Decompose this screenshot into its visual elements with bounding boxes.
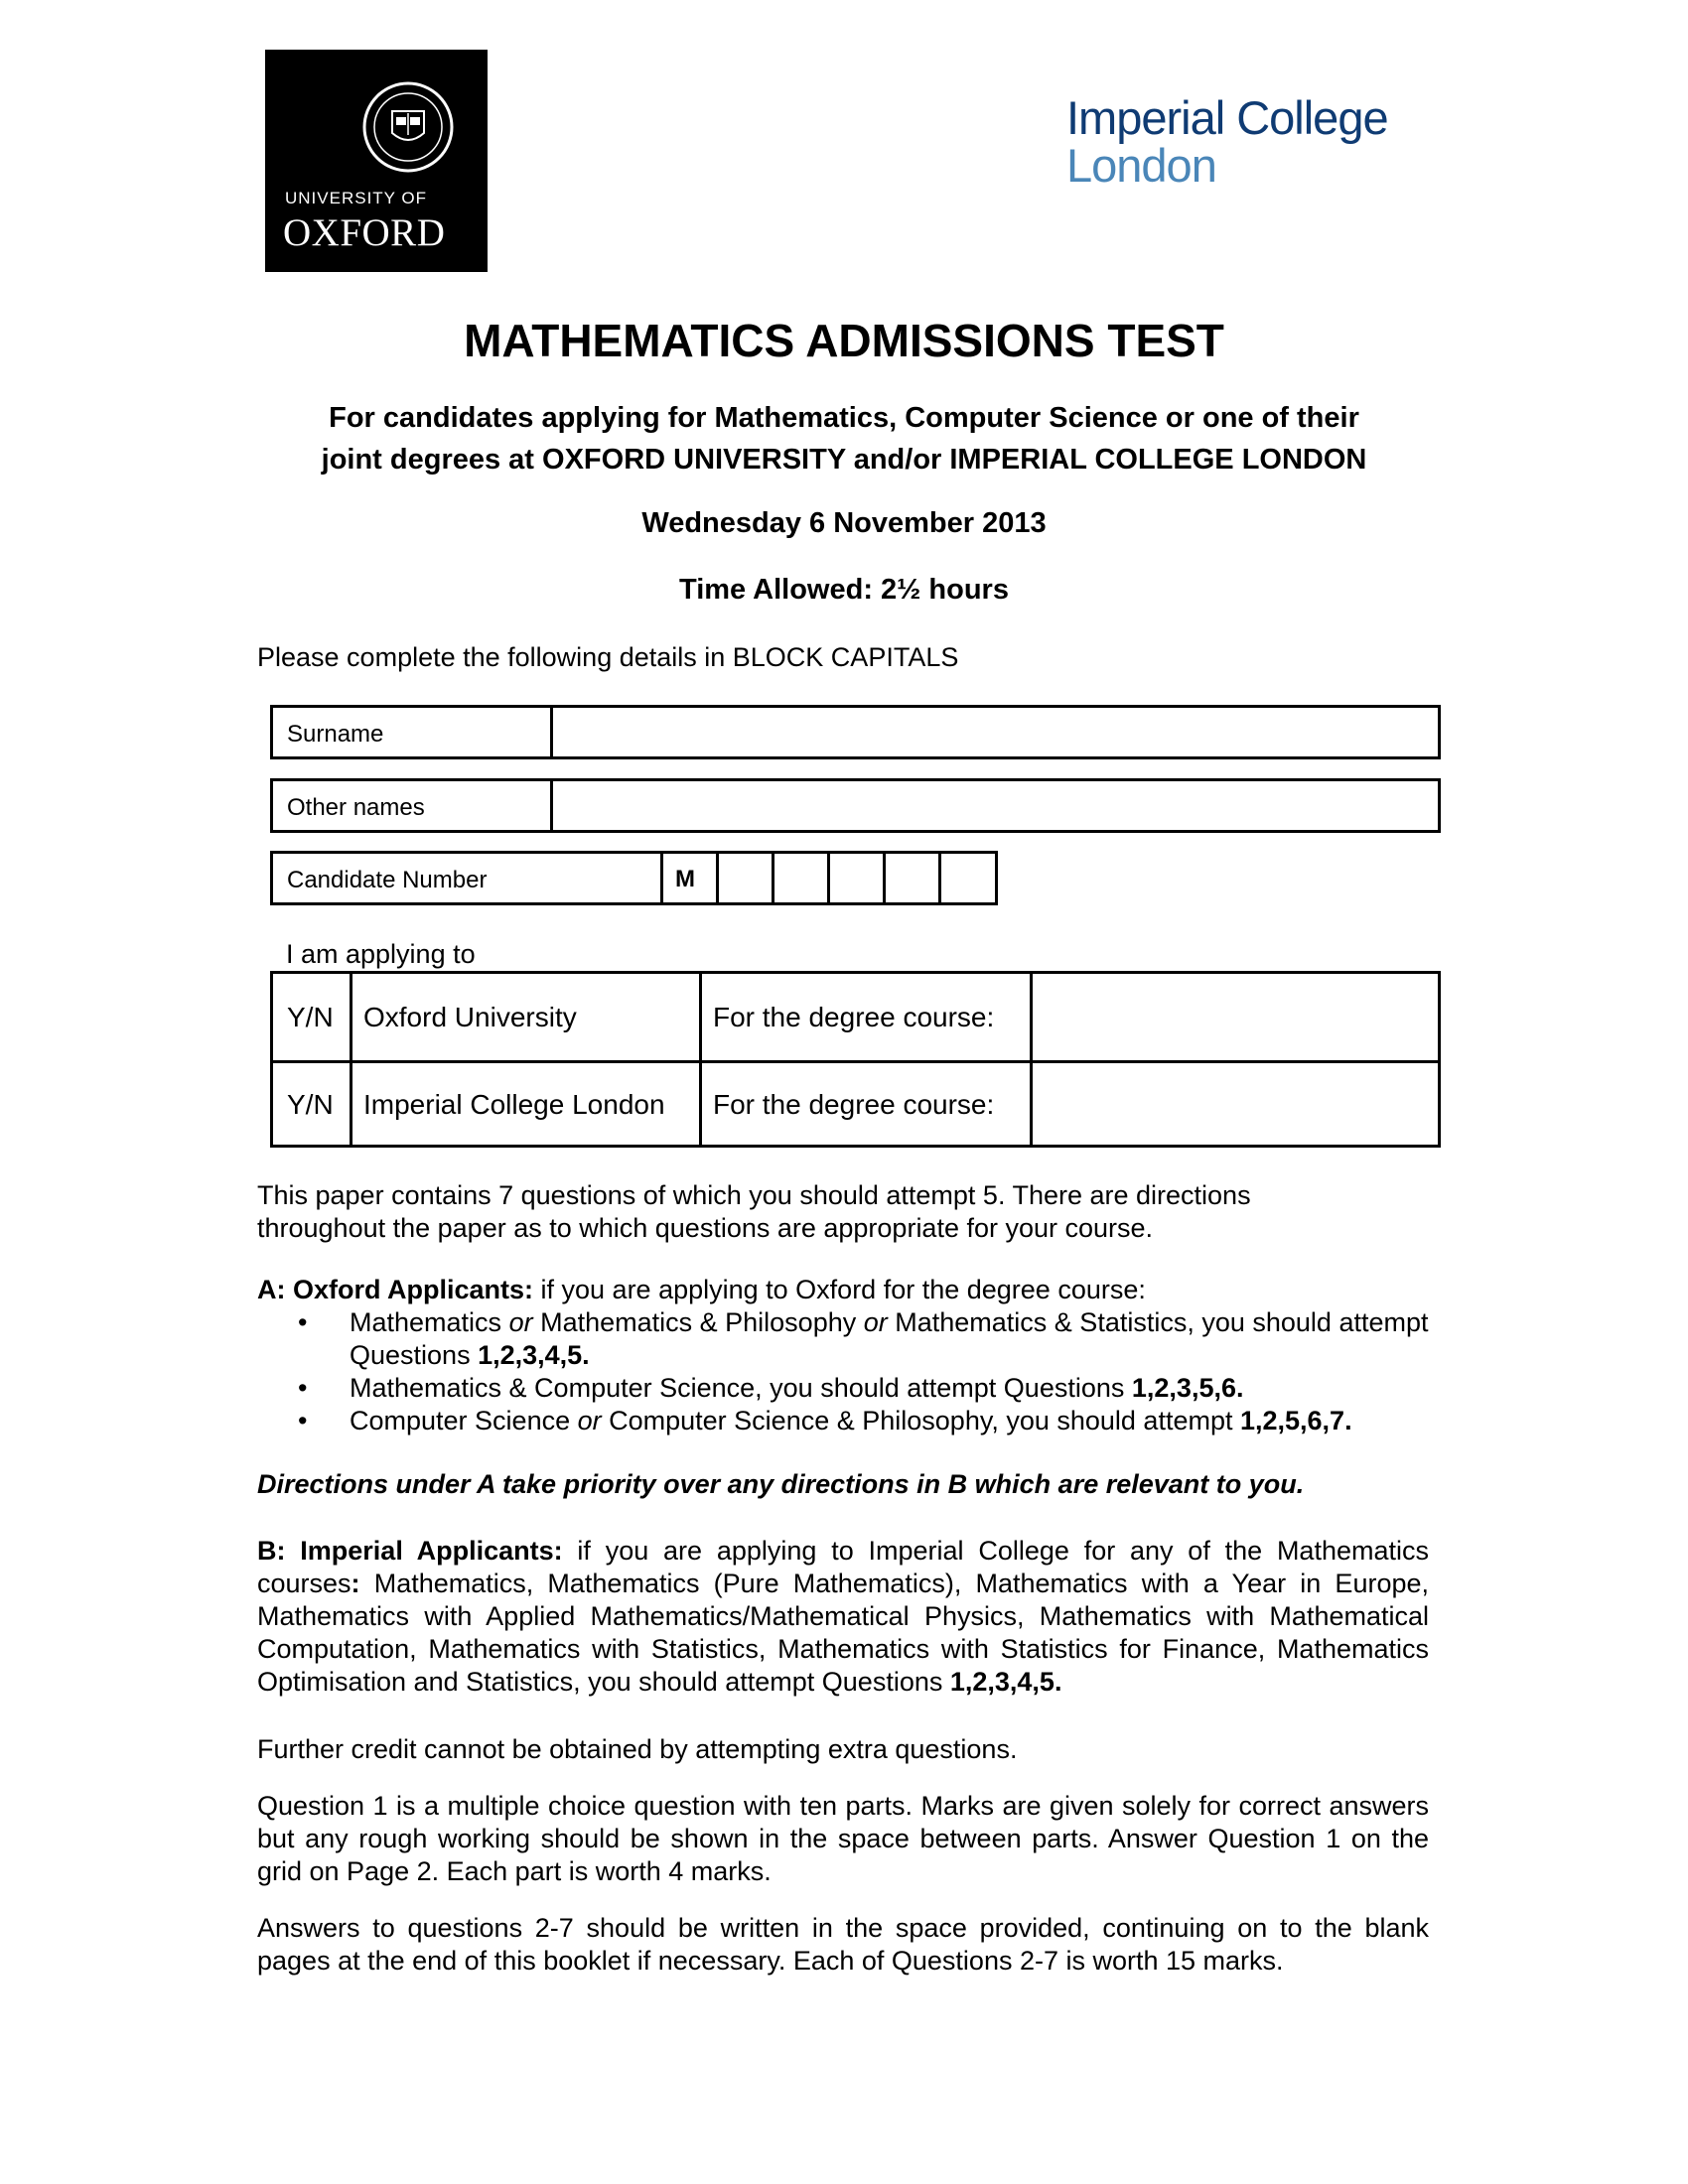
section-b-courses: Mathematics, Mathematics (Pure Mathematics), Mathematics with a Year in Europe, Mathematics with Applied Mathematics/Mathematical Physics, Mathematics with Mathematical Computation, Mathematics with Statistics, Mathematics with Statistics for Finance, Mathematics Optimisation and Statistics, you should attempt Questions	[257, 1569, 1429, 1697]
further-credit-note: Further credit cannot be obtained by attempting extra questions.	[257, 1734, 1018, 1764]
bullet-text: Mathematics	[350, 1307, 509, 1337]
applying-table	[270, 971, 1441, 1148]
bullet-questions: 1,2,3,5,6.	[1131, 1373, 1244, 1403]
list-item	[298, 1405, 1430, 1437]
imperial-logo-line2: London	[1066, 139, 1216, 192]
candidate-prefix: M	[675, 866, 695, 892]
table-divider	[1030, 974, 1033, 1145]
bullet-text-italic: or	[508, 1307, 533, 1337]
intro-line-1: This paper contains 7 questions of which you should attempt 5. There are directions	[257, 1180, 1251, 1210]
subtitle-line-2: joint degrees at OXFORD UNIVERSITY and/or IMPERIAL COLLEGE LONDON	[321, 444, 1367, 476]
table-row-divider	[273, 1060, 1438, 1063]
section-b-heading: B: Imperial Applicants:	[257, 1536, 563, 1566]
row2-yn[interactable]: Y/N	[287, 1089, 334, 1120]
other-names-field[interactable]	[553, 781, 1438, 830]
surname-label: Surname	[287, 721, 384, 748]
candidate-digit-cell[interactable]	[772, 854, 830, 902]
bullet-text-italic: or	[863, 1307, 888, 1337]
imperial-logo-line1: Imperial College	[1066, 91, 1388, 144]
section-a-list	[298, 1306, 1430, 1437]
row1-course-label: For the degree course:	[713, 1002, 995, 1032]
row2-institution: Imperial College London	[363, 1089, 665, 1120]
page-title: MATHEMATICS ADMISSIONS TEST	[464, 315, 1224, 366]
section-b-colon: :	[351, 1569, 360, 1598]
section-b-paragraph	[257, 1535, 1429, 1699]
bullet-icon: •	[298, 1406, 308, 1435]
priority-note: Directions under A take priority over any directions in B which are relevant to you.	[257, 1469, 1305, 1499]
time-allowed: Time Allowed: 2½ hours	[679, 574, 1009, 606]
surname-row	[270, 705, 1441, 759]
candidate-number-label: Candidate Number	[287, 867, 488, 893]
bullet-text: Mathematics & Philosophy	[532, 1307, 864, 1337]
page-subtitle	[0, 397, 1688, 480]
row1-institution: Oxford University	[363, 1002, 577, 1032]
bullet-questions: 1,2,3,4,5.	[478, 1340, 590, 1370]
section-b-questions: 1,2,3,4,5.	[949, 1667, 1062, 1697]
table-divider	[350, 974, 352, 1145]
other-names-label: Other names	[287, 794, 425, 821]
bullet-icon: •	[298, 1373, 308, 1403]
candidate-prefix-cell	[660, 854, 719, 902]
other-names-row	[270, 778, 1441, 833]
bullet-questions: 1,2,5,6,7.	[1239, 1406, 1352, 1435]
section-a-intro	[257, 1274, 1429, 1306]
oxford-logo-line2: OXFORD	[283, 211, 446, 254]
row2-course-label: For the degree course:	[713, 1089, 995, 1120]
bullet-text-italic: or	[577, 1406, 602, 1435]
surname-field[interactable]	[553, 708, 1438, 756]
candidate-number-row	[270, 851, 998, 905]
form-instruction: Please complete the following details in BLOCK CAPITALS	[257, 642, 959, 672]
candidate-digit-cell[interactable]	[716, 854, 774, 902]
intro-paragraph	[257, 1179, 1429, 1245]
answers-note: Answers to questions 2-7 should be written in the space provided, continuing on to the blank pages at the end of this booklet if necessary. Each of Questions 2-7 is worth 15 marks.	[257, 1913, 1429, 1976]
section-a-text: if you are applying to Oxford for the degree course:	[533, 1275, 1146, 1304]
list-item	[298, 1306, 1442, 1372]
intro-line-2: throughout the paper as to which questions are appropriate for your course.	[257, 1213, 1154, 1243]
bullet-icon: •	[298, 1307, 308, 1337]
section-a-heading: A: Oxford Applicants:	[257, 1275, 534, 1304]
bullet-text: Mathematics & Statistics, you should attempt Questions	[350, 1307, 1429, 1370]
question-1-note: Question 1 is a multiple choice question with ten parts. Marks are given solely for correct answers but any rough working should be shown in the space between parts. Answer Question 1 on the grid on Page 2. Each part is worth 4 marks.	[257, 1791, 1429, 1886]
bullet-text: Computer Science & Philosophy, you should attempt	[601, 1406, 1240, 1435]
candidate-digit-cell[interactable]	[827, 854, 886, 902]
candidate-digit-cell[interactable]	[883, 854, 941, 902]
bullet-text: Mathematics & Computer Science, you should attempt Questions	[350, 1373, 1132, 1403]
list-item	[298, 1372, 1430, 1405]
table-divider	[699, 974, 702, 1145]
applying-label: I am applying to	[286, 939, 476, 969]
imperial-logo	[1066, 91, 1388, 192]
oxford-logo-line1: UNIVERSITY OF	[285, 189, 428, 207]
candidate-digit-cell[interactable]	[938, 854, 998, 902]
subtitle-line-1: For candidates applying for Mathematics, Computer Science or one of their	[329, 402, 1359, 434]
bullet-text: Computer Science	[350, 1406, 578, 1435]
section-b-text: if you are applying to Imperial College for any of the Mathematics courses	[257, 1536, 1429, 1598]
exam-date: Wednesday 6 November 2013	[641, 507, 1047, 539]
oxford-logo	[265, 50, 488, 272]
row1-yn[interactable]: Y/N	[287, 1002, 334, 1032]
